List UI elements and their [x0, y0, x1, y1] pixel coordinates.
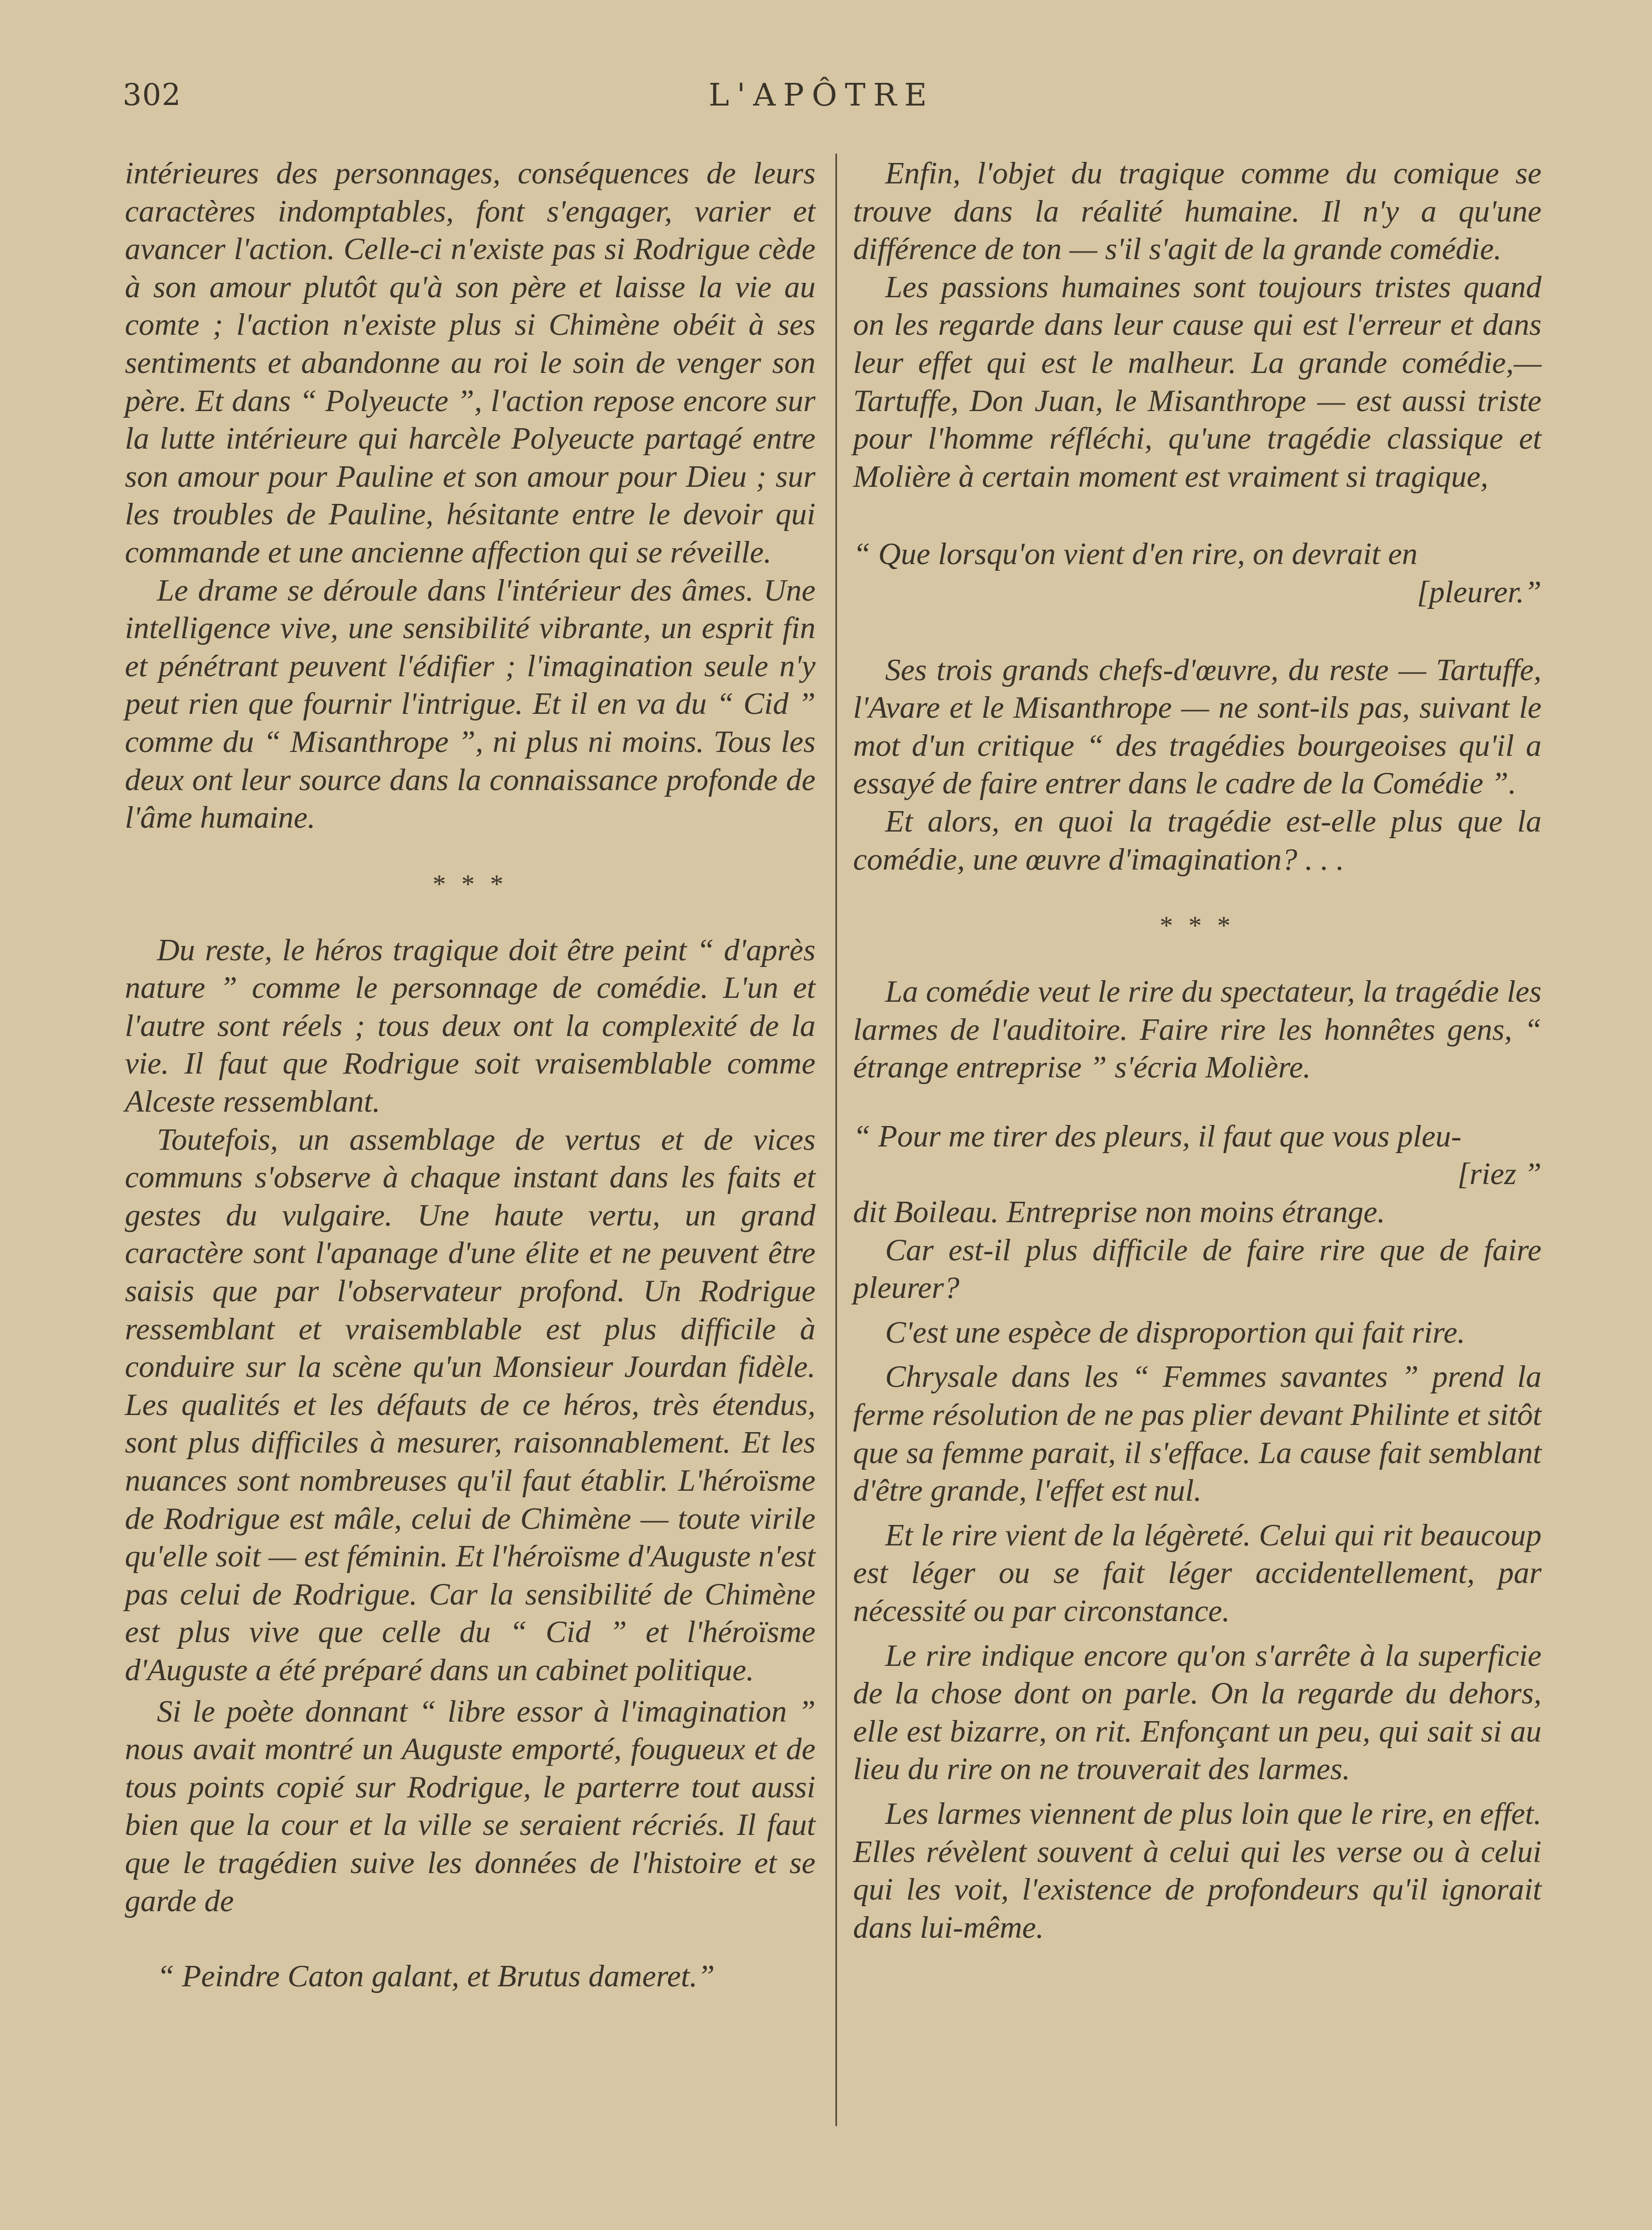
- paragraph: Toutefois, un assemblage de vertus et de vices communs s'observe à chaque instant dans les faits et gestes du vulgaire. Une haute vertu, un grand caractère sont l'apanage d'une élite et ne peuvent être saisis que par l'observateur profond. Un Rodrigue ressemblant et vraisemblable est plus difficile à conduire sur la scène qu'un Monsieur Jourdan fidèle. Les qualités et les défauts de ce héros, très étendus, sont plus difficiles à mesurer, raisonnablement. Et les nuances sont nombreuses qu'il faut établir. L'héroïsme de Rodrigue est mâle, celui de Chimène — toute virile qu'elle soit — est féminin. Et l'héroïsme d'Auguste n'est pas celui de Rodrigue. Car la sensibilité de Chimène est plus vive que celle du “ Cid ” et l'héroïsme d'Auguste a été préparé dans un cabinet politique.: [125, 1122, 816, 1687]
- paragraph: Et le rire vient de la légèreté. Celui qui rit beaucoup est léger ou se fait léger accidentellement, par nécessité ou par circonstance.: [853, 1518, 1541, 1628]
- paragraph: Et alors, en quoi la tragédie est-elle plus que la comédie, une œuvre d'imagination? . . .: [853, 804, 1541, 877]
- spacer: [853, 612, 1541, 651]
- column-divider: [835, 154, 837, 2126]
- verse-quote-line: [riez ”: [1457, 1157, 1541, 1192]
- paragraph: Car est-il plus difficile de faire rire que de faire pleurer?: [853, 1233, 1541, 1306]
- paragraph: Le rire indique encore qu'on s'arrête à la superficie de la chose dont on parle. On la regarde du dehors, elle est bizarre, on rit. Enfonçant un peu, qui sait si au lieu du rire on ne trouverait des larmes.: [853, 1638, 1541, 1787]
- section-break-asterism: * * *: [433, 869, 508, 899]
- page-header: [123, 77, 1521, 122]
- running-title: L'APÔTRE: [708, 77, 935, 113]
- paragraph: dit Boileau. Entreprise non moins étrange.: [853, 1195, 1386, 1230]
- paragraph: Les passions humaines sont toujours tristes quand on les regarde dans leur cause qui est l'erreur et dans leur effet qui est le malheur. La grande comédie,— Tartuffe, Don Juan, le Misanthrope — est aussi triste pour l'homme réfléchi, qu'une tragédie classique et Molière à certain moment est vraiment si tragique,: [853, 270, 1541, 494]
- paragraph: La comédie veut le rire du spectateur, la tragédie les larmes de l'auditoire. Faire rire les honnêtes gens, “ étrange entreprise ” s'écria Molière.: [853, 975, 1541, 1085]
- spacer: [853, 1087, 1541, 1118]
- paragraph: C'est une espèce de disproportion qui fait rire.: [885, 1315, 1465, 1350]
- verse-quote-line: [pleurer.”: [1417, 575, 1541, 609]
- paragraph: Les larmes viennent de plus loin que le rire, en effet. Elles révèlent souvent à celui qui les verse ou à celui qui les voit, l'existence de profondeurs qu'il ignorait dans lui-même.: [853, 1796, 1541, 1945]
- section-break-asterism: * * *: [1160, 911, 1235, 941]
- paragraph: Si le poète donnant “ libre essor à l'imagination ” nous avait montré un Auguste emporté, fougueux et de tous points copié sur Rodrigue, le parterre tout aussi bien que la cour et la ville se seraient récriés. Il faut que le tragédien suive les données de l'histoire et se garde de: [125, 1694, 816, 1918]
- paragraph: Ses trois grands chefs-d'œuvre, du reste — Tartuffe, l'Avare et le Misanthrope — ne sont-ils pas, suivant le mot d'un critique “ des tragédies bourgeoises qu'il a essayé de faire entrer dans le cadre de la Comédie ”.: [853, 653, 1541, 801]
- paragraph: Enfin, l'objet du tragique comme du comique se trouve dans la réalité humaine. Il n'y a qu'une différence de ton — s'il s'agit de la grande comédie.: [853, 156, 1541, 267]
- right-column: [853, 155, 1541, 1947]
- spacer: [125, 1920, 816, 1958]
- left-column: [125, 155, 816, 1996]
- verse-quote: “ Peindre Caton galant, et Brutus dameret.”: [157, 1959, 715, 1994]
- verse-quote-line: “ Que lorsqu'on vient d'en rire, on devrait en: [853, 537, 1418, 572]
- verse-quote-line: “ Pour me tirer des pleurs, il faut que vous pleu-: [853, 1119, 1462, 1154]
- paragraph: Du reste, le héros tragique doit être peint “ d'après nature ” comme le personnage de comédie. L'un et l'autre sont réels ; tous deux ont la complexité de la vie. Il faut que Rodrigue soit vraisemblable comme Alceste ressemblant.: [125, 933, 816, 1119]
- paragraph: Chrysale dans les “ Femmes savantes ” prend la ferme résolution de ne pas plier devant Philinte et sitôt que sa femme parait, il s'efface. La cause fait semblant d'être grande, l'effet est nul.: [853, 1360, 1541, 1508]
- spacer: [853, 496, 1541, 535]
- paragraph: intérieures des personnages, conséquences de leurs caractères indomptables, font s'engager, varier et avancer l'action. Celle-ci n'existe pas si Rodrigue cède à son amour plutôt qu'à son père et laisse la vie au comte ; l'action n'existe plus si Chimène obéit à ses sentiments et abandonne au roi le soin de venger son père. Et dans “ Polyeucte ”, l'action repose encore sur la lutte intérieure qui harcèle Polyeucte partagé entre son amour pour Pauline et son amour pour Dieu ; sur les troubles de Pauline, hésitante entre le devoir qui commande et une ancienne affection qui se réveille.: [125, 156, 816, 570]
- page-number: 302: [123, 77, 182, 112]
- paragraph: Le drame se déroule dans l'intérieur des âmes. Une intelligence vive, une sensibilité vibrante, un esprit fin et pénétrant peuvent l'édifier ; l'imagination seule n'y peut rien que fournir l'intrigue. Et il en va du “ Cid ” comme du “ Misanthrope ”, ni plus ni moins. Tous les deux ont leur source dans la connaissance profonde de l'âme humaine.: [125, 573, 816, 835]
